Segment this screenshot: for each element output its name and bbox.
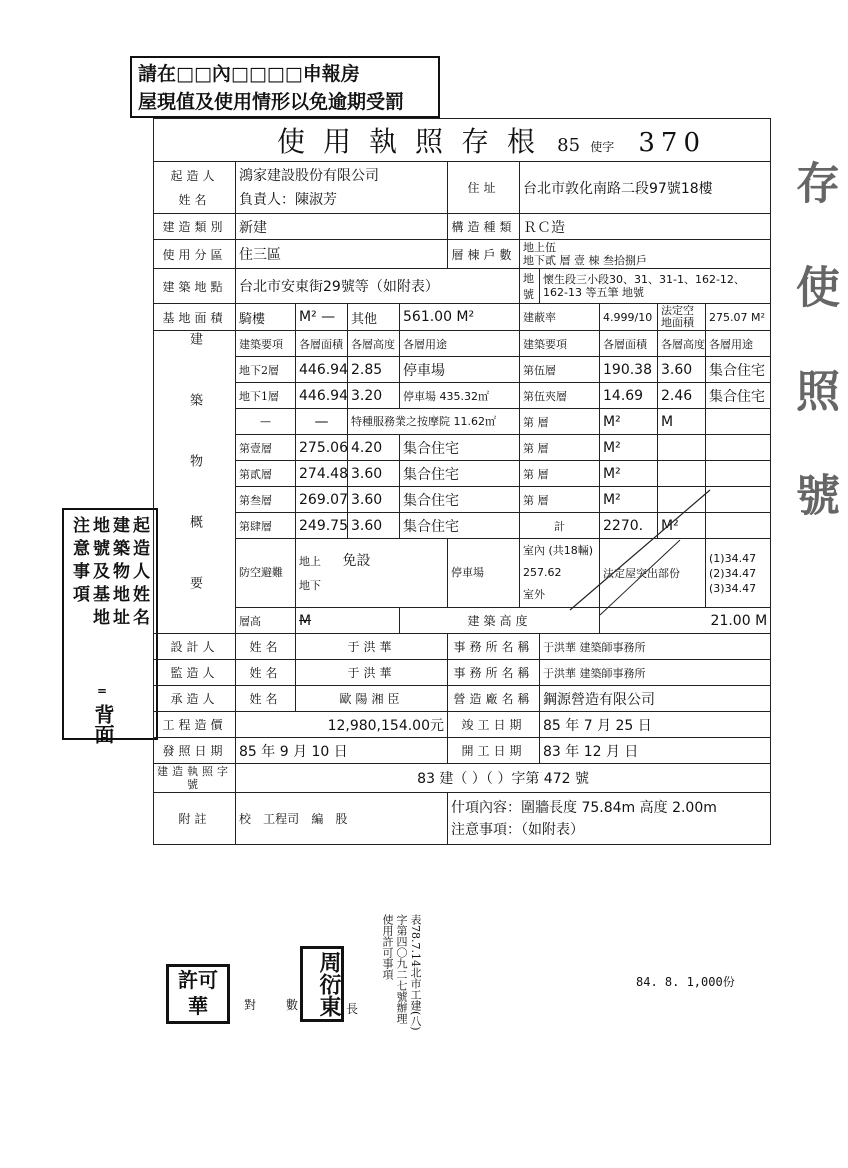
- floor-name: —: [236, 409, 296, 435]
- floor-name: 第伍層: [520, 357, 600, 383]
- sign-edit: 編: [311, 812, 324, 826]
- side-back-label: [90, 678, 114, 744]
- col-head-area-right: 各層面積: [600, 331, 658, 357]
- story-height-label: 層高: [236, 608, 296, 634]
- sign-check: 校: [239, 812, 252, 826]
- sign-count: 數: [286, 998, 299, 1012]
- area-label: 基地面積: [154, 304, 236, 331]
- page-title: 使用執照存根: [277, 125, 554, 158]
- floor-use: [706, 409, 771, 435]
- struct-label: 構造種類: [448, 214, 520, 240]
- contractor-name-label: 姓名: [236, 686, 296, 712]
- signoff-block: [236, 793, 448, 845]
- shelter-above: 地上: [299, 554, 321, 568]
- open-value: 275.07 M²: [706, 304, 771, 331]
- floor-use: 集合住宅: [400, 487, 520, 513]
- supervisor-office: 于洪華 建築師事務所: [540, 660, 771, 686]
- floor-use: 集合住宅: [400, 513, 520, 539]
- side-note: [62, 508, 158, 744]
- law-label: 法定屋突出部份: [600, 539, 706, 608]
- open-label: 法定空地面積: [658, 304, 706, 331]
- address-label: 住址: [448, 162, 520, 214]
- floor-name: 第 層: [520, 487, 600, 513]
- floor-row: [154, 409, 771, 435]
- contractor-office: 鋼源營造有限公司: [540, 686, 771, 712]
- floor-area: 269.07: [296, 487, 348, 513]
- lot-label: 地號: [520, 269, 540, 304]
- site-label-text: 建築地點: [162, 279, 227, 294]
- floor-name: 第壹層: [236, 435, 296, 461]
- applicant-label-b: 姓名: [178, 192, 211, 207]
- col-head-item-left: 建築要項: [236, 331, 296, 357]
- applicant-rep: 負責人：陳淑芳: [239, 191, 337, 208]
- remarks-line-2: 注意事項：（如附表）: [451, 821, 584, 838]
- col-head-height-left: 各層高度: [348, 331, 400, 357]
- supervisor-name: 于洪華: [296, 660, 448, 686]
- floor-row: [154, 357, 771, 383]
- col-head-height-right: 各層高度: [658, 331, 706, 357]
- floor-height: [658, 435, 706, 461]
- floor-use: 停車場: [400, 357, 520, 383]
- sign-chief: 長: [346, 1002, 359, 1016]
- applicant-company: 鴻家建設股份有限公司: [239, 167, 379, 184]
- designer-label: 設計人: [154, 634, 236, 660]
- cost-value: 12,980,154.00元: [236, 712, 448, 738]
- site-value: 台北市安東街29號等（如附表）: [236, 269, 520, 304]
- floors-value: [520, 240, 771, 269]
- floor-height: M²: [658, 513, 706, 539]
- contractor-office-label: 營造廠名稱: [448, 686, 540, 712]
- supervisor-name-label: 姓名: [236, 660, 296, 686]
- floor-height: 3.60: [658, 357, 706, 383]
- designer-office: 于洪華 建築師事務所: [540, 634, 771, 660]
- floor-area: 190.38: [600, 357, 658, 383]
- floor-height: 3.20: [348, 383, 400, 409]
- title-year: 85: [557, 135, 581, 156]
- shelter-below: 地下: [299, 578, 321, 592]
- start-label: 開工日期: [448, 738, 540, 764]
- floors-label: 層棟戶數: [448, 240, 520, 269]
- side-col-2: 建築物地址: [109, 516, 129, 631]
- building-section-label: 建築物概要: [154, 331, 236, 634]
- shelter-values: [296, 539, 448, 608]
- floor-height: 3.60: [348, 461, 400, 487]
- building-height-value: 21.00 M: [600, 608, 771, 634]
- indoor-label: 室內: [523, 544, 545, 557]
- title-word: 使字: [590, 140, 615, 154]
- floor-name: 第 層: [520, 435, 600, 461]
- ghost-text: 存使照號: [788, 160, 839, 576]
- remarks-label: 附註: [154, 793, 236, 845]
- col-head-area-left: 各層面積: [296, 331, 348, 357]
- floor-name: 第叁層: [236, 487, 296, 513]
- floor-area: 2270.: [600, 513, 658, 539]
- shelter-label: 防空避難: [236, 539, 296, 608]
- cancel-line: [600, 540, 680, 615]
- coverage-value: 4.999/10: [600, 304, 658, 331]
- notice-stamp: [130, 56, 440, 118]
- floor-row: [154, 383, 771, 409]
- sign-engineer: 工程司: [263, 812, 300, 826]
- issue-label: 發照日期: [154, 738, 236, 764]
- remarks-value: [448, 793, 771, 845]
- lot-value: 懷生段三小段30、31、31-1、162-12、162-13 等五筆 地號: [540, 269, 771, 304]
- floor-use: 集合住宅: [706, 383, 771, 409]
- floor-name: 第貳層: [236, 461, 296, 487]
- floor-area: M²: [600, 435, 658, 461]
- shelter-value: 免設: [342, 552, 371, 569]
- zone-value: 住三區: [236, 240, 448, 269]
- other-label: 其他: [348, 304, 400, 331]
- floor-area: 275.06: [296, 435, 348, 461]
- permit-value: 83 建（ ）（ ）字第 472 號: [236, 764, 771, 793]
- floor-area: —: [296, 409, 348, 435]
- build-type-label: 建造類別: [154, 214, 236, 240]
- contractor-label: 承造人: [154, 686, 236, 712]
- floor-name: 計: [520, 513, 600, 539]
- law-value: (2)34.47: [709, 566, 757, 580]
- supervisor-office-label: 事務所名稱: [448, 660, 540, 686]
- designer-name: 于洪華: [296, 634, 448, 660]
- officer-seal: [300, 946, 344, 1022]
- floor-height: M: [658, 409, 706, 435]
- right-margin-ghost: [778, 160, 839, 860]
- floors-above: 地上伍: [523, 241, 556, 254]
- floor-name: 第伍夾層: [520, 383, 600, 409]
- floor-use: 集合住宅: [400, 461, 520, 487]
- side-eq-mark: =: [96, 684, 108, 698]
- col-head-use-right: 各層用途: [706, 331, 771, 357]
- parking-label: 停車場: [448, 539, 520, 608]
- floor-use: 集合住宅: [706, 357, 771, 383]
- col-head-use-left: 各層用途: [400, 331, 520, 357]
- site-label: [154, 269, 236, 304]
- permit-label: 建造執照字號: [154, 764, 236, 793]
- law-value: (3)34.47: [709, 581, 757, 595]
- supervisor-label: 監造人: [154, 660, 236, 686]
- floor-name: 第 層: [520, 461, 600, 487]
- sign-pair: 對: [244, 998, 257, 1012]
- floor-name: 地下2層: [236, 357, 296, 383]
- cancel-line: [570, 490, 710, 610]
- floor-height: 2.46: [658, 383, 706, 409]
- floor-name: 第肆層: [236, 513, 296, 539]
- annotation-note: 表78.7.14北市工建(八)字第四〇九二七號辦理 使用許可事項: [381, 914, 422, 1031]
- floors-below: 地下貳: [523, 254, 556, 267]
- floor-height: 4.20: [348, 435, 400, 461]
- floors-rest: 層 壹 棟 叁拾捌戶: [559, 254, 647, 267]
- cost-label: 工程造價: [154, 712, 236, 738]
- build-type-value: 新建: [236, 214, 448, 240]
- floor-area: M²: [600, 461, 658, 487]
- designer-name-label: 姓名: [236, 634, 296, 660]
- floor-use: [706, 435, 771, 461]
- floor-name: 地下1層: [236, 383, 296, 409]
- floor-height: 3.60: [348, 487, 400, 513]
- applicant-label: [154, 162, 236, 214]
- notice-line-2: 屋現值及使用情形以免逾期受罰: [138, 91, 405, 113]
- col-head-item-right: 建築要項: [520, 331, 600, 357]
- floor-use: 停車場 435.32㎡: [400, 383, 520, 409]
- struct-value: ＲＣ造: [520, 214, 771, 240]
- applicant-value: [236, 162, 448, 214]
- floor-row: [154, 435, 771, 461]
- floor-height: 2.85: [348, 357, 400, 383]
- approval-stamp-text: 許可華: [178, 968, 218, 1018]
- title-cell: [154, 119, 771, 162]
- address-value: 台北市敦化南路二段97號18樓: [520, 162, 771, 214]
- title-number: 370: [638, 128, 706, 158]
- arcade-label: 騎樓: [236, 304, 296, 331]
- outdoor-label: 室外: [523, 588, 545, 601]
- side-col-4: 注意事項: [69, 516, 89, 608]
- start-value: 83 年 12 月 日: [540, 738, 771, 764]
- floor-use: 特種服務業之按摩院 11.62㎡: [348, 409, 520, 435]
- floor-area: 446.94: [296, 383, 348, 409]
- notice-line-1: 請在□□內□□□□申報房: [138, 63, 360, 85]
- law-value: (1)34.47: [709, 551, 757, 565]
- coverage-label: 建蔽率: [520, 304, 600, 331]
- designer-office-label: 事務所名稱: [448, 634, 540, 660]
- floor-area: 249.75: [296, 513, 348, 539]
- applicant-label-a: 起造人: [170, 168, 219, 183]
- done-label: 竣工日期: [448, 712, 540, 738]
- other-value: 561.00 M²: [400, 304, 520, 331]
- floor-height: 3.60: [348, 513, 400, 539]
- officer-seal-text: 周衍東: [316, 951, 342, 1017]
- floor-name: 第 層: [520, 409, 600, 435]
- zone-label: 使用分區: [154, 240, 236, 269]
- contractor-name: 歐陽湘臣: [296, 686, 448, 712]
- side-col-3: 地號及基地: [89, 516, 109, 631]
- done-value: 85 年 7 月 25 日: [540, 712, 771, 738]
- floor-area: 446.94: [296, 357, 348, 383]
- side-col-1: 起造人姓名: [129, 516, 149, 631]
- floor-area: 14.69: [600, 383, 658, 409]
- story-height-value: M: [296, 608, 400, 634]
- floor-area: 274.48: [296, 461, 348, 487]
- floor-area: M²: [600, 409, 658, 435]
- floor-use: 集合住宅: [400, 435, 520, 461]
- sign-section: 股: [335, 812, 348, 826]
- remarks-line-1: 什項內容：圍牆長度 75.84m 高度 2.00m: [451, 799, 717, 816]
- floor-area: M²: [600, 487, 658, 513]
- approval-stamp: [166, 964, 230, 1024]
- print-note: 84. 8. 1,000份: [636, 975, 735, 989]
- indoor-value: (共18輛) 257.62: [523, 544, 594, 579]
- arcade-value: M² —: [296, 304, 348, 331]
- side-back-text: 背面: [91, 704, 115, 744]
- issue-value: 85 年 9 月 10 日: [236, 738, 448, 764]
- building-height-label: 建築高度: [400, 608, 600, 634]
- cancel-strokes: [560, 480, 720, 620]
